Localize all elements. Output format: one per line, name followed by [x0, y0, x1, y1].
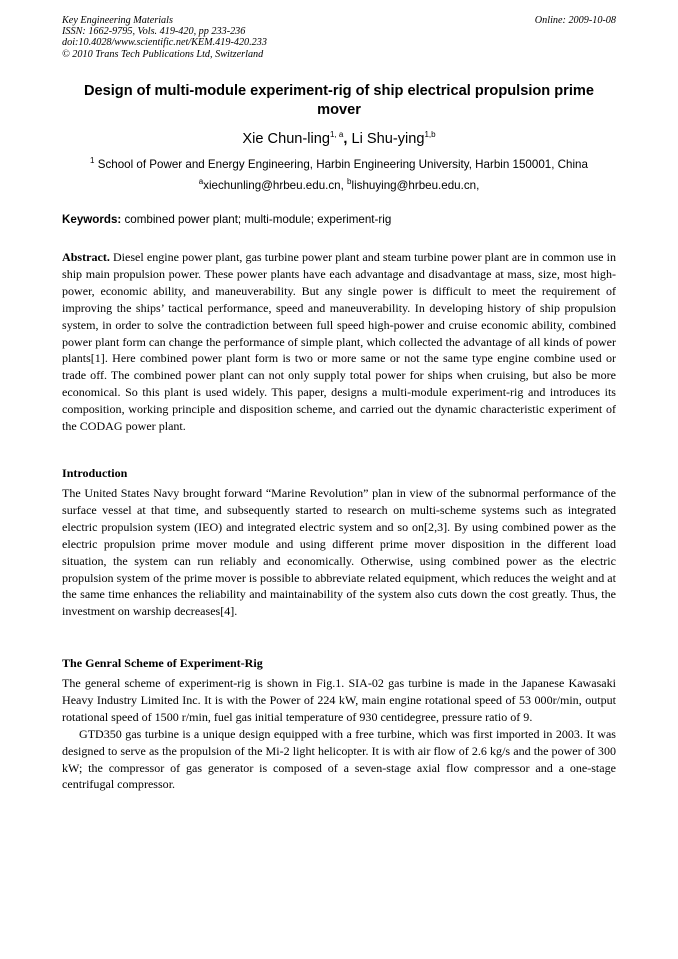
general-scheme-heading: The Genral Scheme of Experiment-Rig	[62, 656, 263, 670]
email-a[interactable]: xiechunling@hrbeu.edu.cn,	[203, 179, 348, 192]
abstract-label: Abstract.	[62, 250, 110, 264]
email-b-sup: b	[347, 177, 352, 187]
copyright-line: © 2010 Trans Tech Publications Ltd, Switzerland	[62, 48, 264, 60]
author-2-sup: 1,b	[424, 130, 436, 140]
keywords-text: combined power plant; multi-module; experiment-rig	[121, 213, 392, 226]
journal-name: Key Engineering Materials	[62, 15, 173, 26]
general-paragraph-2: GTD350 gas turbine is a unique design equipped with a free turbine, which was first imported in 2003. It was designed to serve as the propulsion of the Mi-2 light helicopter. It is with air flow of 2.6 kg/s and the power of 300 kW; the compressor of gas generator is composed of a seven-stage axial flow compressor and a one-stage centrifugal compressor.	[62, 726, 616, 792]
doi-line: doi:10.4028/www.scientific.net/KEM.419-420.233	[62, 37, 267, 49]
author-separator: ,	[343, 131, 352, 147]
email-a-sup: a	[198, 177, 204, 187]
journal-header	[62, 15, 267, 60]
abstract-text: Diesel engine power plant, gas turbine power plant and steam turbine power plant are in common use in ship main propulsion power. These power plants have each advantage and disadvantage at mass, size, most high-power, economic ability, and maneuverability. But any single power is difficult to meet the requirement of improving the ships’ tactical performance, speed and maneuverability. In developing history of ship propulsion system, in order to solve the contradiction between full speed high-power and cruise economic ability, combined power plant form can change the performance of simple plant, which collected the advantage of all kinds of power plants[1]. Here combined power plant form is two or more same or not the same type engine combine used or trade off. The combined power plant can not only supply total power for ships when cruising, but also be more economical. So this plant is used widely. This paper, designs a multi-module experiment-rig and introduces its composition, working principle and disposition scheme, and carried out the dynamic characteristic experiment of the CODAG power plant.	[62, 250, 616, 434]
affiliation-text: School of Power and Energy Engineering, Harbin Engineering University, Harbin 150001, China	[94, 158, 588, 171]
introduction-paragraph: The United States Navy brought forward “Marine Revolution” plan in view of the subnormal performance of the surface vessel at that time, and subsequently started to research on multi-scheme systems such as integrated electric propulsion system (IEO) and integrated electric system and so on[2,3]. By using combined power as the electric propulsion prime mover module and using different prime mover disposition in the different load situation, the system can run reliably and economically. Otherwise, using combined power as the electric propulsion system of the prime mover is possible to abbreviate related equipment, which reduces the weight and at the same time enhances the reliability and maintainability of the system also cuts down the cost greatly. Thus, the investment on warship decreases[4].	[62, 486, 616, 619]
email-b[interactable]: lishuying@hrbeu.edu.cn,	[351, 179, 480, 192]
author-2: Li Shu-ying	[351, 131, 425, 147]
author-line	[62, 130, 616, 148]
abstract	[62, 249, 616, 435]
online-date: Online: 2009-10-08	[534, 15, 616, 26]
introduction-body	[62, 485, 616, 620]
author-1: Xie Chun-ling	[242, 131, 331, 147]
introduction-heading: Introduction	[62, 466, 128, 480]
affiliation-sup: 1	[90, 156, 95, 166]
keywords	[62, 212, 616, 228]
affiliation	[62, 157, 616, 173]
keywords-label: Keywords:	[62, 213, 122, 226]
general-scheme-body	[62, 675, 616, 793]
issn-line: ISSN: 1662-9795, Vols. 419-420, pp 233-236	[62, 26, 246, 38]
author-1-sup: 1, a	[330, 130, 344, 140]
email-line	[62, 178, 616, 194]
general-paragraph-1: The general scheme of experiment-rig is shown in Fig.1. SIA-02 gas turbine is made in the Japanese Kawasaki Heavy Industry Limited Inc. It is with the Power of 224 kW, main engine rotational speed of 53 000r/min, output rotational speed of 1500 r/min, fuel gas initial temperature of 930 centidegree, pressure ratio of 9.	[62, 676, 616, 724]
paper-title: Design of multi-module experiment-rig of ship electrical propulsion prime mover	[83, 83, 595, 118]
